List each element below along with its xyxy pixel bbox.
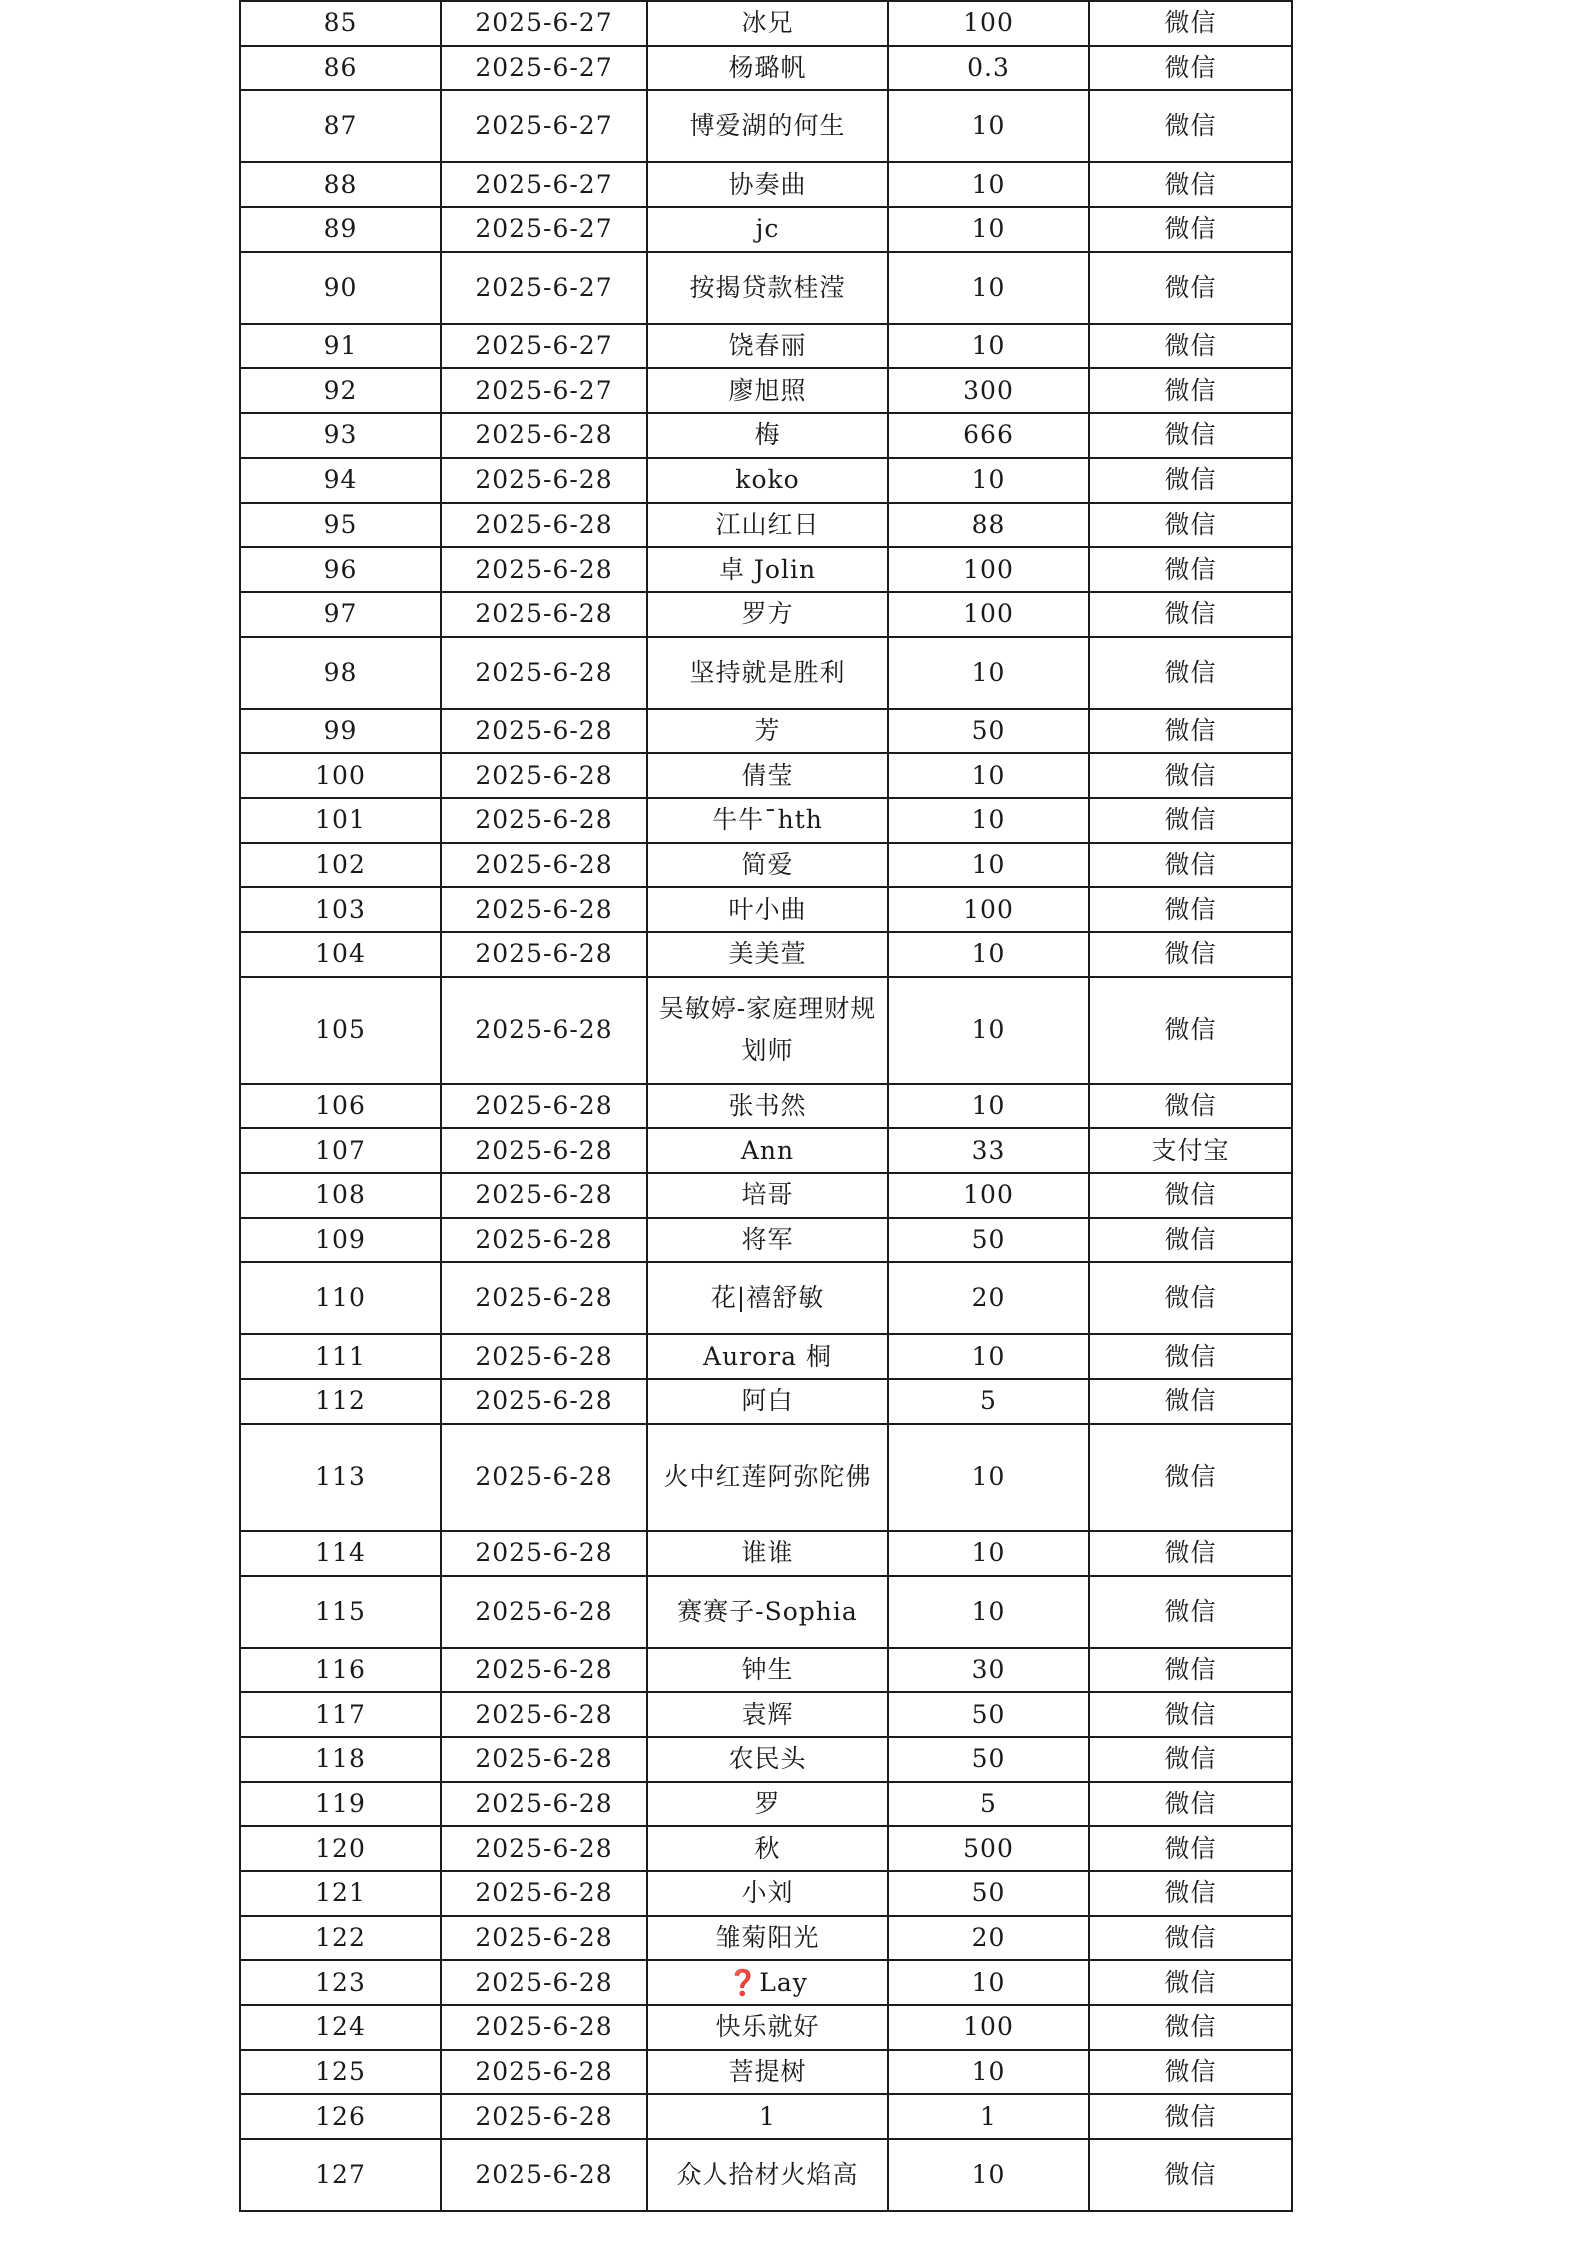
row-amount: 50 [888, 1737, 1089, 1782]
row-number: 86 [240, 46, 441, 91]
row-name: 快乐就好 [647, 2005, 888, 2050]
row-channel: 微信 [1089, 1648, 1292, 1693]
row-date: 2025-6-28 [441, 932, 647, 977]
row-name: 1 [647, 2094, 888, 2139]
row-amount: 1 [888, 2094, 1089, 2139]
row-number: 120 [240, 1826, 441, 1871]
row-channel: 微信 [1089, 2139, 1292, 2211]
row-amount: 10 [888, 1531, 1089, 1576]
row-date: 2025-6-28 [441, 592, 647, 637]
row-number: 113 [240, 1424, 441, 1531]
row-date: 2025-6-28 [441, 1648, 647, 1693]
row-amount: 10 [888, 2139, 1089, 2211]
table-row [240, 1692, 1292, 1737]
table-row [240, 413, 1292, 458]
row-number: 103 [240, 887, 441, 932]
row-amount: 10 [888, 1334, 1089, 1379]
row-channel: 微信 [1089, 207, 1292, 252]
row-channel: 微信 [1089, 887, 1292, 932]
row-name: 袁辉 [647, 1692, 888, 1737]
row-number: 89 [240, 207, 441, 252]
row-name: 美美萱 [647, 932, 888, 977]
row-name: koko [647, 458, 888, 503]
row-channel: 微信 [1089, 798, 1292, 843]
row-date: 2025-6-28 [441, 1576, 647, 1648]
table-row [240, 843, 1292, 888]
row-date: 2025-6-28 [441, 887, 647, 932]
row-date: 2025-6-28 [441, 1262, 647, 1334]
row-channel: 微信 [1089, 458, 1292, 503]
row-number: 95 [240, 503, 441, 548]
row-name: 培哥 [647, 1173, 888, 1218]
row-amount: 100 [888, 1173, 1089, 1218]
table-row [240, 2139, 1292, 2211]
row-number: 124 [240, 2005, 441, 2050]
table-row [240, 1648, 1292, 1693]
table-row [240, 1262, 1292, 1334]
table-row [240, 2005, 1292, 2050]
table-row [240, 1084, 1292, 1129]
row-date: 2025-6-28 [441, 709, 647, 754]
row-name: 花|禧舒敏 [647, 1262, 888, 1334]
row-name: 罗 [647, 1782, 888, 1827]
row-name: 饶春丽 [647, 324, 888, 369]
row-amount: 666 [888, 413, 1089, 458]
row-channel: 支付宝 [1089, 1128, 1292, 1173]
row-amount: 20 [888, 1262, 1089, 1334]
row-date: 2025-6-28 [441, 1334, 647, 1379]
table-row [240, 1424, 1292, 1531]
table-row [240, 1782, 1292, 1827]
row-date: 2025-6-28 [441, 1782, 647, 1827]
table-row [240, 46, 1292, 91]
row-date: 2025-6-28 [441, 1218, 647, 1263]
table-row [240, 637, 1292, 709]
row-name: 农民头 [647, 1737, 888, 1782]
row-amount: 10 [888, 1424, 1089, 1531]
row-amount: 500 [888, 1826, 1089, 1871]
row-date: 2025-6-28 [441, 977, 647, 1084]
table-row [240, 324, 1292, 369]
row-amount: 10 [888, 252, 1089, 324]
row-channel: 微信 [1089, 162, 1292, 207]
row-name: 芳 [647, 709, 888, 754]
row-amount: 50 [888, 1218, 1089, 1263]
row-number: 127 [240, 2139, 441, 2211]
row-channel: 微信 [1089, 46, 1292, 91]
row-amount: 100 [888, 592, 1089, 637]
row-channel: 微信 [1089, 932, 1292, 977]
row-date: 2025-6-28 [441, 503, 647, 548]
row-channel: 微信 [1089, 977, 1292, 1084]
row-number: 122 [240, 1916, 441, 1961]
row-date: 2025-6-27 [441, 368, 647, 413]
table-row [240, 1871, 1292, 1916]
row-channel: 微信 [1089, 1424, 1292, 1531]
row-number: 91 [240, 324, 441, 369]
row-name: 倩莹 [647, 753, 888, 798]
row-amount: 10 [888, 324, 1089, 369]
table-row [240, 2050, 1292, 2095]
row-amount: 300 [888, 368, 1089, 413]
row-name: 吴敏婷-家庭理财规划师 [647, 977, 888, 1084]
row-amount: 50 [888, 1692, 1089, 1737]
row-number: 107 [240, 1128, 441, 1173]
row-amount: 10 [888, 1960, 1089, 2005]
row-date: 2025-6-28 [441, 2005, 647, 2050]
donation-table [239, 0, 1293, 2212]
row-number: 123 [240, 1960, 441, 2005]
row-channel: 微信 [1089, 503, 1292, 548]
row-channel: 微信 [1089, 1, 1292, 46]
row-channel: 微信 [1089, 1782, 1292, 1827]
row-name: 将军 [647, 1218, 888, 1263]
row-name: 众人拾材火焰高 [647, 2139, 888, 2211]
row-amount: 100 [888, 2005, 1089, 2050]
row-channel: 微信 [1089, 1737, 1292, 1782]
row-date: 2025-6-28 [441, 753, 647, 798]
table-row [240, 503, 1292, 548]
row-amount: 5 [888, 1782, 1089, 1827]
table-row [240, 1916, 1292, 1961]
row-date: 2025-6-28 [441, 2139, 647, 2211]
row-amount: 10 [888, 458, 1089, 503]
row-name: 廖旭照 [647, 368, 888, 413]
row-channel: 微信 [1089, 2050, 1292, 2095]
row-channel: 微信 [1089, 1262, 1292, 1334]
row-name: Aurora 桐 [647, 1334, 888, 1379]
row-amount: 10 [888, 637, 1089, 709]
row-amount: 50 [888, 1871, 1089, 1916]
row-name: 坚持就是胜利 [647, 637, 888, 709]
row-amount: 88 [888, 503, 1089, 548]
donation-table-body [240, 1, 1292, 2211]
row-name: 谁谁 [647, 1531, 888, 1576]
row-amount: 10 [888, 753, 1089, 798]
row-date: 2025-6-27 [441, 1, 647, 46]
table-row [240, 90, 1292, 162]
row-number: 100 [240, 753, 441, 798]
row-amount: 0.3 [888, 46, 1089, 91]
table-row [240, 368, 1292, 413]
row-channel: 微信 [1089, 252, 1292, 324]
table-row [240, 547, 1292, 592]
table-row [240, 1379, 1292, 1424]
row-name: 罗方 [647, 592, 888, 637]
row-date: 2025-6-27 [441, 162, 647, 207]
row-number: 90 [240, 252, 441, 324]
table-row [240, 1, 1292, 46]
row-channel: 微信 [1089, 1916, 1292, 1961]
row-date: 2025-6-28 [441, 1871, 647, 1916]
row-amount: 100 [888, 1, 1089, 46]
row-name: 简爱 [647, 843, 888, 888]
row-amount: 5 [888, 1379, 1089, 1424]
row-channel: 微信 [1089, 1692, 1292, 1737]
row-channel: 微信 [1089, 1334, 1292, 1379]
row-number: 94 [240, 458, 441, 503]
row-amount: 10 [888, 1576, 1089, 1648]
row-date: 2025-6-28 [441, 547, 647, 592]
row-date: 2025-6-28 [441, 2094, 647, 2139]
row-name: 江山红日 [647, 503, 888, 548]
row-date: 2025-6-27 [441, 324, 647, 369]
row-number: 126 [240, 2094, 441, 2139]
table-row [240, 252, 1292, 324]
row-amount: 10 [888, 2050, 1089, 2095]
row-number: 88 [240, 162, 441, 207]
table-row [240, 162, 1292, 207]
table-row [240, 977, 1292, 1084]
row-channel: 微信 [1089, 1871, 1292, 1916]
row-channel: 微信 [1089, 1531, 1292, 1576]
row-number: 110 [240, 1262, 441, 1334]
row-channel: 微信 [1089, 1576, 1292, 1648]
row-amount: 33 [888, 1128, 1089, 1173]
row-name: jc [647, 207, 888, 252]
row-name: 按揭贷款桂滢 [647, 252, 888, 324]
row-date: 2025-6-28 [441, 1424, 647, 1531]
row-name: 雏菊阳光 [647, 1916, 888, 1961]
row-amount: 10 [888, 207, 1089, 252]
row-channel: 微信 [1089, 753, 1292, 798]
table-row [240, 1334, 1292, 1379]
row-channel: 微信 [1089, 1960, 1292, 2005]
row-name: 阿白 [647, 1379, 888, 1424]
row-channel: 微信 [1089, 2005, 1292, 2050]
table-row [240, 932, 1292, 977]
row-date: 2025-6-28 [441, 2050, 647, 2095]
row-number: 104 [240, 932, 441, 977]
row-amount: 100 [888, 547, 1089, 592]
table-row [240, 753, 1292, 798]
row-channel: 微信 [1089, 413, 1292, 458]
row-amount: 10 [888, 162, 1089, 207]
row-date: 2025-6-28 [441, 1531, 647, 1576]
table-row [240, 1960, 1292, 2005]
row-channel: 微信 [1089, 547, 1292, 592]
row-name: 小刘 [647, 1871, 888, 1916]
table-row [240, 1826, 1292, 1871]
row-name: 赛赛子-Sophia [647, 1576, 888, 1648]
row-name: 杨璐帆 [647, 46, 888, 91]
row-date: 2025-6-27 [441, 46, 647, 91]
row-name: 火中红莲阿弥陀佛 [647, 1424, 888, 1531]
table-row [240, 2094, 1292, 2139]
row-date: 2025-6-27 [441, 90, 647, 162]
row-channel: 微信 [1089, 368, 1292, 413]
row-channel: 微信 [1089, 637, 1292, 709]
row-amount: 10 [888, 977, 1089, 1084]
row-channel: 微信 [1089, 709, 1292, 754]
row-number: 102 [240, 843, 441, 888]
row-amount: 10 [888, 798, 1089, 843]
row-name: 冰兄 [647, 1, 888, 46]
row-date: 2025-6-27 [441, 207, 647, 252]
row-date: 2025-6-28 [441, 458, 647, 503]
row-number: 125 [240, 2050, 441, 2095]
table-row [240, 887, 1292, 932]
row-number: 114 [240, 1531, 441, 1576]
row-channel: 微信 [1089, 1826, 1292, 1871]
row-number: 118 [240, 1737, 441, 1782]
row-name: 牛牛¯hth [647, 798, 888, 843]
row-amount: 10 [888, 90, 1089, 162]
row-date: 2025-6-27 [441, 252, 647, 324]
table-row [240, 1173, 1292, 1218]
table-row [240, 1531, 1292, 1576]
row-name: 协奏曲 [647, 162, 888, 207]
row-date: 2025-6-28 [441, 843, 647, 888]
row-number: 98 [240, 637, 441, 709]
row-number: 112 [240, 1379, 441, 1424]
row-channel: 微信 [1089, 324, 1292, 369]
row-number: 117 [240, 1692, 441, 1737]
table-row [240, 1218, 1292, 1263]
row-name: 卓 Jolin [647, 547, 888, 592]
row-date: 2025-6-28 [441, 1128, 647, 1173]
row-amount: 100 [888, 887, 1089, 932]
row-name: 叶小曲 [647, 887, 888, 932]
row-channel: 微信 [1089, 592, 1292, 637]
table-row [240, 709, 1292, 754]
row-name: 菩提树 [647, 2050, 888, 2095]
row-amount: 20 [888, 1916, 1089, 1961]
table-row [240, 1737, 1292, 1782]
row-number: 85 [240, 1, 441, 46]
row-date: 2025-6-28 [441, 413, 647, 458]
row-number: 99 [240, 709, 441, 754]
table-row [240, 458, 1292, 503]
row-channel: 微信 [1089, 1173, 1292, 1218]
row-number: 119 [240, 1782, 441, 1827]
row-date: 2025-6-28 [441, 1692, 647, 1737]
row-number: 106 [240, 1084, 441, 1129]
row-number: 105 [240, 977, 441, 1084]
row-number: 93 [240, 413, 441, 458]
table-row [240, 1576, 1292, 1648]
row-number: 115 [240, 1576, 441, 1648]
row-amount: 10 [888, 932, 1089, 977]
row-date: 2025-6-28 [441, 1960, 647, 2005]
row-amount: 50 [888, 709, 1089, 754]
row-channel: 微信 [1089, 1084, 1292, 1129]
row-channel: 微信 [1089, 1218, 1292, 1263]
row-number: 97 [240, 592, 441, 637]
row-number: 116 [240, 1648, 441, 1693]
row-channel: 微信 [1089, 843, 1292, 888]
row-amount: 10 [888, 1084, 1089, 1129]
row-date: 2025-6-28 [441, 798, 647, 843]
row-name: ❓Lay [647, 1960, 888, 2005]
row-date: 2025-6-28 [441, 1173, 647, 1218]
row-number: 101 [240, 798, 441, 843]
row-date: 2025-6-28 [441, 1084, 647, 1129]
table-row [240, 592, 1292, 637]
row-amount: 30 [888, 1648, 1089, 1693]
row-date: 2025-6-28 [441, 1737, 647, 1782]
row-number: 109 [240, 1218, 441, 1263]
row-number: 87 [240, 90, 441, 162]
row-number: 108 [240, 1173, 441, 1218]
row-number: 121 [240, 1871, 441, 1916]
table-row [240, 798, 1292, 843]
row-channel: 微信 [1089, 1379, 1292, 1424]
row-date: 2025-6-28 [441, 1916, 647, 1961]
row-name: 钟生 [647, 1648, 888, 1693]
row-name: 秋 [647, 1826, 888, 1871]
row-name: 博爱湖的何生 [647, 90, 888, 162]
row-name: Ann [647, 1128, 888, 1173]
table-row [240, 207, 1292, 252]
row-channel: 微信 [1089, 2094, 1292, 2139]
row-number: 111 [240, 1334, 441, 1379]
row-number: 96 [240, 547, 441, 592]
row-date: 2025-6-28 [441, 637, 647, 709]
row-amount: 10 [888, 843, 1089, 888]
row-name: 张书然 [647, 1084, 888, 1129]
table-row [240, 1128, 1292, 1173]
row-channel: 微信 [1089, 90, 1292, 162]
row-date: 2025-6-28 [441, 1379, 647, 1424]
row-name: 梅 [647, 413, 888, 458]
row-number: 92 [240, 368, 441, 413]
row-date: 2025-6-28 [441, 1826, 647, 1871]
